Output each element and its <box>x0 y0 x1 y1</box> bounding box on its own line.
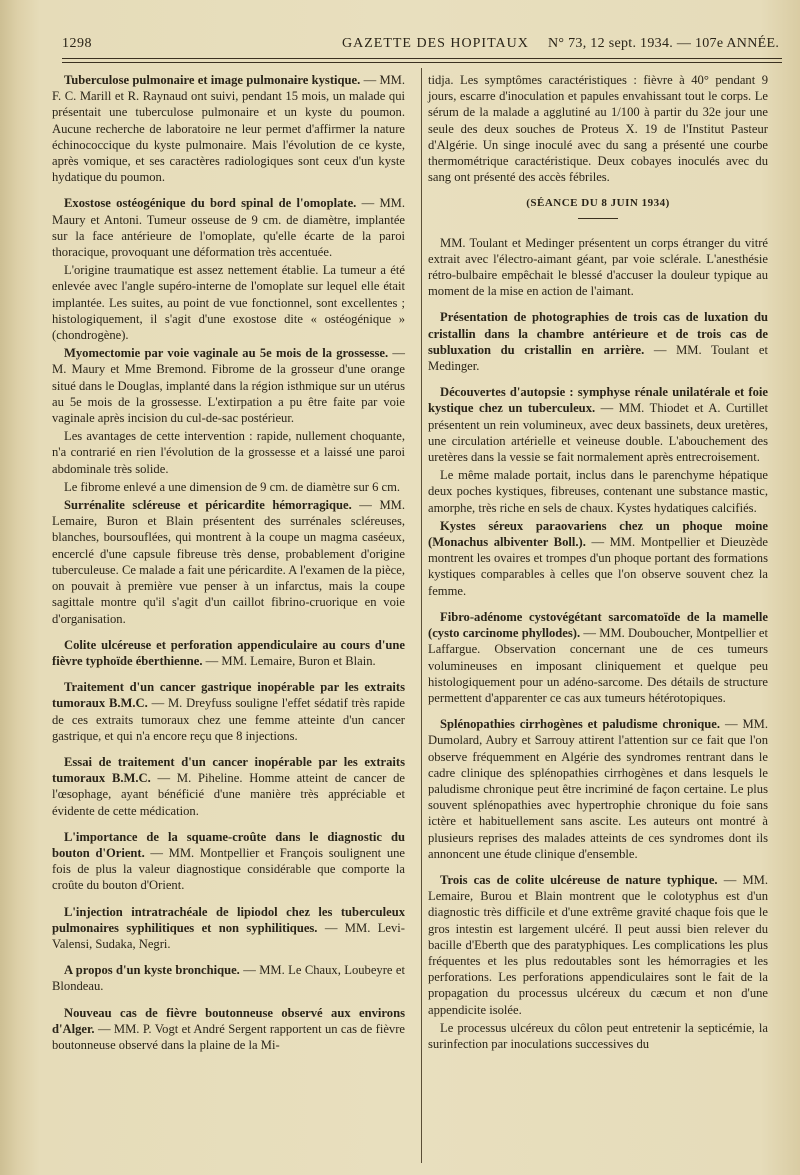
journal-title: GAZETTE DES HOPITAUX <box>342 36 529 51</box>
article-title: Tuberculose pulmonaire et image pulmonaire kystique. <box>64 73 361 87</box>
article-entry <box>52 637 405 669</box>
article-body: Les avantages de cette intervention : rapide, nullement choquante, n'a contrarié en rien l'évolution de la grossesse et a laissé une paroi abdominale très solide. <box>52 429 405 476</box>
article-entry <box>428 716 768 862</box>
article-title: Myomectomie par voie vaginale au 5e mois de la grossesse. <box>64 346 389 361</box>
article-body: — MM. P. Vogt et André Sergent rapportent un cas de fièvre boutonneuse observé dans la plaine de la Mi- <box>52 1021 405 1052</box>
article-entry <box>52 497 405 627</box>
page-number: 1298 <box>62 36 92 51</box>
article-entry <box>52 1005 405 1054</box>
session-heading: (SÉANCE DU 8 JUIN 1934) <box>526 197 670 210</box>
article-entry <box>52 72 405 185</box>
article-body: Le processus ulcéreux du côlon peut entretenir la septicémie, la surinfection par inoculations successives du <box>428 1020 768 1051</box>
article-title: Présentation de photographies de trois cas de luxation du cristallin dans la chambre antérieure et de trois cas de subluxation du cristallin en arrière. <box>428 310 768 357</box>
article-entry <box>428 872 768 1018</box>
article-entry <box>52 479 405 495</box>
article-body: Le même malade portait, inclus dans le parenchyme hépatique deux poches kystiques, fibreuses, contenant une substance mastic, amorphe, très riche en sels de chaux. Kystes hydatiques calcifiés. <box>428 468 768 515</box>
article-entry <box>52 195 405 260</box>
article-title: Découvertes d'autopsie : symphyse rénale unilatérale et foie kystique chez un tuberculeux. <box>428 385 768 416</box>
article-title: Nouveau cas de fièvre boutonneuse observé aux environs d'Alger. <box>52 1005 405 1036</box>
page-header <box>60 30 782 60</box>
article-body: Le fibrome enlevé a une dimension de 9 cm. de diamètre sur 6 cm. <box>64 479 401 494</box>
article-body: — MM. Le Chaux, Loubeyre et Blondeau. <box>52 963 405 994</box>
article-body: — MM. Toulant et Medinger. <box>428 342 769 374</box>
article-title: Fibro-adénome cystovégétant sarcomatoïde de la mamelle (cysto carcinome phyllodes). <box>428 609 768 641</box>
article-body: — MM. Montpellier et François soulignent une fois de plus la valeur diagnostique considérable que comporte la croûte du bouton d'Orient. <box>52 845 406 893</box>
article-title: L'importance de la squame-croûte dans le diagnostic du bouton d'Orient. <box>52 829 405 860</box>
article-body: L'origine traumatique est assez nettement établie. La tumeur a été enlevée avec l'angle supéro-interne de l'omoplate sur lequel elle était implantée. Les suites, au point de vue fonctionnel, sont excellentes ; histologiquement, il s'agit d'une exostose dite « ostéogénique » (chondrogène). <box>52 263 405 343</box>
article-entry <box>52 345 405 426</box>
article-entry <box>428 384 768 465</box>
article-title: Traitement d'un cancer gastrique inopérable par les extraits tumoraux B.M.C. <box>52 680 405 711</box>
issue-info: N° 73, 12 sept. 1934. — 107e ANNÉE. <box>548 36 780 51</box>
article-entry <box>52 754 405 819</box>
article-entry <box>52 904 405 953</box>
article-body: MM. Toulant et Medinger présentent un corps étranger du vitré extrait avec l'électro-aimant géant, par voie sclérale. L'anesthésie rétro-bulbaire empêchait le blessé d'accuser la douleur typique au moment de la mise en action de l'aimant. <box>428 235 768 299</box>
left-column <box>52 72 405 1063</box>
article-body: — MM. F. C. Marill et R. Raynaud ont suivi, pendant 15 mois, un malade qui présentait une tuberculose pulmonaire et un kyste du poumon. Aucune recherche de laboratoire ne leur permet d'affirmer la nature échinococcique du kyste pulmonaire. Mais l'évolution de ce kyste, après vomique, et ses caractères radiologiques sont ceux d'un kyste hydatique du poumon. <box>52 73 405 185</box>
article-body: — MM. Montpellier et Dieuzède montrent les ovaires et trompes d'un phoque portant des formations kystiques comparables à celles que l'on observe souvent chez la femme. <box>428 535 768 598</box>
article-body: — MM. Maury et Antoni. Tumeur osseuse de 9 cm. de diamètre, implantée sur la face antérieure de l'omoplate, qu'elle écarte de la paroi thoracique, provoquant une déformation très accentuée. <box>52 196 406 260</box>
article-entry <box>52 428 405 477</box>
article-title: L'injection intratrachéale de lipiodol chez les tuberculeux pulmonaires syphilitiques et non syphilitiques. <box>52 904 405 935</box>
article-body: — MM. Levi-Valensi, Sudaka, Negri. <box>52 920 405 951</box>
article-body: — M. Dreyfuss souligne l'effet sédatif très rapide de ces extraits tumoraux chez une femme atteinte d'un cancer gastrique, et qui n'a encore reçu que 8 injections. <box>52 696 405 743</box>
article-title: Exostose ostéogénique du bord spinal de l'omoplate. <box>64 196 357 211</box>
article-entry <box>52 829 405 894</box>
article-body: — MM. Lemaire, Buron et Blain présentent des surrénales scléreuses, blanches, boursouflées, qui montrent à la coupe un magma caséeux, encerclé d'une capsule fibreuse très dense, probablement d'origine tuberculeuse. Ce malade a fait une péricardite. A l'examen de la pièce, on pouvait à première vue penser à un infarctus, mais la coupe sagittale montre qu'il s'agit d'un caillot fibrino-cruorique en voie d'organisation. <box>52 498 406 626</box>
article-body: — M. Piheline. Homme atteint de cancer de l'œsophage, ayant bénéficié d'une manière très appréciable et évidente de cette médication. <box>52 771 405 818</box>
article-entry <box>428 1020 768 1052</box>
session-rule <box>578 218 618 219</box>
right-column <box>428 72 768 1054</box>
article-body: — MM. Thiodet et A. Curtillet présentent un rein volumineux, avec deux bassinets, deux uretères, une circulation artérielle et veineuse double. L'abouchement des uretères dans la vessie se fait normalement après entrecroisement. <box>428 401 768 465</box>
article-body: — MM. Lemaire, Burou et Blain montrent que le colotyphus est d'un diagnostic très difficile et d'une extrême gravité chaque fois que le gros intestin est largement ulcéré. Il peut aussi bien relever du bacille d'Eberth que des paratyphiques. Les complications les plus fréquentes et les plus redoutables sont les hémorragies et les perforations. Les perforations appendiculaires sont le fait de la propagation du processus ulcéreux du cæcum et non d'une appendicite isolée. <box>428 872 769 1017</box>
continued-paragraph: tidja. Les symptômes caractéristiques : fièvre à 40° pendant 9 jours, escarre d'inoculation et papules envahissant tout le corps. Le sérum de la malade a agglutiné au 1/100 à partir du 32e jour une seule des deux souches de Proteus X. 19 de l'Institut Pasteur d'Algérie. Un singe inoculé avec du sang a présenté une courbe thermométrique caractéristique. Deux cobayes inoculés avec du sang ont présenté des accès fébriles. <box>428 73 768 185</box>
article-body: — MM. Douboucher, Montpellier et Laffargue. Observation concernant une de ces tumeurs volumineuses en imposant cliniquement et quelque peu histologiquement pour un adéno-sarcome. Des détails de structure permettent d'apparenter ce cas aux tumeurs hétérotopiques. <box>428 626 768 705</box>
article-entry <box>428 309 768 374</box>
article-title: A propos d'un kyste bronchique. <box>64 963 240 978</box>
article-title: Surrénalite scléreuse et péricardite hémorragique. <box>64 498 352 513</box>
column-divider <box>421 68 422 1163</box>
article-entry <box>428 467 768 516</box>
article-title: Splénopathies cirrhogènes et paludisme chronique. <box>440 717 721 732</box>
article-title: Essai de traitement d'un cancer inopérable par les extraits tumoraux B.M.C. <box>52 754 405 786</box>
header-rule-secondary <box>62 62 782 63</box>
article-entry <box>428 235 768 300</box>
article-title: Colite ulcéreuse et perforation appendiculaire au cours d'une fièvre typhoïde éberthienne. <box>52 637 405 668</box>
article-entry <box>52 679 405 744</box>
article-title: Kystes séreux paraovariens chez un phoque moine (Monachus albiventer Boll.). <box>428 518 768 550</box>
article-body: — MM. Lemaire, Buron et Blain. <box>202 653 376 668</box>
article-body: — MM. Dumolard, Aubry et Sarrouy attirent l'attention sur ce fait que l'on observe fréquemment en Algérie des syndromes rentrant dans le cadre clinique des splénopathies cirrhogènes et dans lesquels le paludisme chronique peut être incriminé de façon certaine. Le plus souvent splénopathies avec hypertrophie chronique du foie sans ictère et habituellement sans ascite. Les auteurs ont montré à plusieurs reprises des malades atteints de ces syndromes dont ils annoncent une étude clinique d'ensemble. <box>428 717 768 861</box>
article-entry <box>52 262 405 343</box>
article-entry <box>52 962 405 994</box>
article-entry <box>428 518 768 599</box>
right-column-entries <box>428 235 768 1053</box>
article-body: — M. Maury et Mme Bremond. Fibrome de la grosseur d'une orange situé dans le Douglas, implanté dans la région isthmique sur un utérus au 5e mois de la grossesse. L'extirpation a pu être faite par voie vaginale après incision du cul-de-sac postérieur. <box>52 346 405 426</box>
article-title: Trois cas de colite ulcéreuse de nature typhique. <box>440 872 718 887</box>
header-rule <box>62 58 782 59</box>
article-entry <box>428 609 768 706</box>
